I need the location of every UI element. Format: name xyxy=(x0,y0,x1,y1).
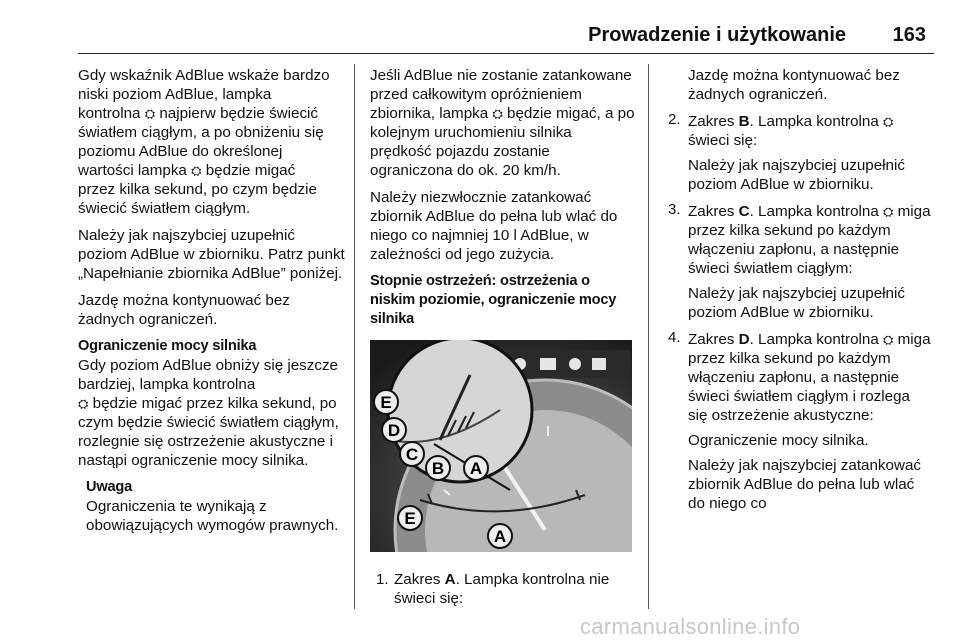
list-item: 1. Zakres A. Lampka kontrolna nie świeci się: xyxy=(376,571,610,607)
column-divider xyxy=(354,64,355,609)
page-header xyxy=(78,22,934,54)
watermark: carmanualsonline.info xyxy=(580,614,801,639)
indicator-icon xyxy=(569,358,581,370)
paragraph-empty-tank: Jeśli AdBlue nie zostanie zatankowane przed całkowitym opróżnieniem zbiornika, lampka ⛭ będzie migać, a po kolejnym uruchomieniu silnika prędkość pojazdu zostanie ograniczona do ok. 20 km/h. xyxy=(370,67,635,179)
gauge-figure xyxy=(370,340,632,552)
list-item: 4. Zakres D. Lampka kontrolna ⛭ miga przez kilka sekund po każdym włączeniu zapłonu, a następnie świeci światłem ciągłym i rozlega się ostrzeżenie akustyczne: Ograniczenie mocy silnika. Należy jak najszybciej zatankować zbiornik AdBlue do pełna lub wlać do niego co xyxy=(668,329,931,512)
adblue-lamp-icon: ⛭ xyxy=(883,332,894,347)
warning-stages-heading: Stopnie ostrzeżeń: ostrzeżenia o niskim poziomie, ograniczenie mocy silnika xyxy=(370,273,617,327)
figure-label: E xyxy=(380,393,392,412)
column-2 xyxy=(370,66,635,329)
figure-label: C xyxy=(405,445,419,464)
adblue-lamp-icon: ⛭ xyxy=(883,204,894,219)
indicator-icon xyxy=(592,358,606,370)
header-title: Prowadzenie i użytkowanie xyxy=(588,24,846,46)
column-2-list xyxy=(370,570,635,616)
figure-label: A xyxy=(493,527,507,546)
adblue-lamp-icon: ⛭ xyxy=(492,106,503,121)
paragraph-continue: Jazdę można kontynuować bez żadnych ograniczeń. xyxy=(688,67,900,103)
list-item: 2. Zakres B. Lampka kontrolna ⛭ świeci się: Należy jak najszybciej uzupełnić poziom AdBlue w zbiorniku. xyxy=(668,111,905,193)
note-title: Uwaga xyxy=(86,479,133,495)
column-divider xyxy=(648,64,649,609)
figure-label: D xyxy=(387,421,401,440)
adblue-lamp-icon: ⛭ xyxy=(144,106,156,121)
paragraph-adblue-low: Gdy wskaźnik AdBlue wskaże bardzo niski poziom AdBlue, lampka kontrolna ⛭ najpierw będzie świecić światłem ciągłym, a po obniżeniu się poziomu AdBlue do określonej wartości lampka ⛭ będzie migać przez kilka sekund, po czym będzie świecić światłem ciągłym. xyxy=(78,67,330,217)
adblue-lamp-icon: ⛭ xyxy=(883,114,894,129)
figure-label: A xyxy=(469,459,483,478)
paragraph-refill-now: Należy niezwłocznie zatankować zbiornik AdBlue do pełna lub wlać do niego co najmniej 10 l AdBlue, w zależności od jego zużycia. xyxy=(370,189,618,263)
warning-stage-list xyxy=(668,112,933,513)
adblue-lamp-icon: ⛭ xyxy=(191,163,202,178)
warning-stage-list xyxy=(370,570,635,608)
indicator-icon xyxy=(540,358,556,370)
figure-label: B xyxy=(431,459,445,478)
figure-label: E xyxy=(404,509,416,528)
paragraph-continue: Jazdę można kontynuować bez żadnych ograniczeń. xyxy=(78,292,290,328)
page-number: 163 xyxy=(892,24,926,46)
column-1 xyxy=(78,66,348,535)
list-item: 3. Zakres C. Lampka kontrolna ⛭ miga przez kilka sekund po każdym włączeniu zapłonu, a następnie świeci światłem ciągłym: Należy jak najszybciej uzupełnić poziom AdBlue w zbiorniku. xyxy=(668,201,931,321)
paragraph-power-limit: Gdy poziom AdBlue obniży się jeszcze bardziej, lampka kontrolna ⛭ będzie migać przez kilka sekund, po czym będzie świecić światłem ciągłym, rozlegnie się ostrzeżenie akustyczne i nastąpi ograniczenie mocy silnika. xyxy=(78,357,339,469)
paragraph-refill: Należy jak najszybciej uzupełnić poziom AdBlue w zbiorniku. Patrz punkt „Napełnianie zbiornika AdBlue” poniżej. xyxy=(78,227,345,282)
gauge-illustration xyxy=(370,340,632,552)
adblue-lamp-icon: ⛭ xyxy=(78,396,89,411)
note-box xyxy=(78,478,348,535)
note-text: Ograniczenia te wynikają z obowiązujących wymogów prawnych. xyxy=(86,498,339,534)
column-3 xyxy=(668,66,933,521)
section-heading: Ograniczenie mocy silnika xyxy=(78,338,257,354)
